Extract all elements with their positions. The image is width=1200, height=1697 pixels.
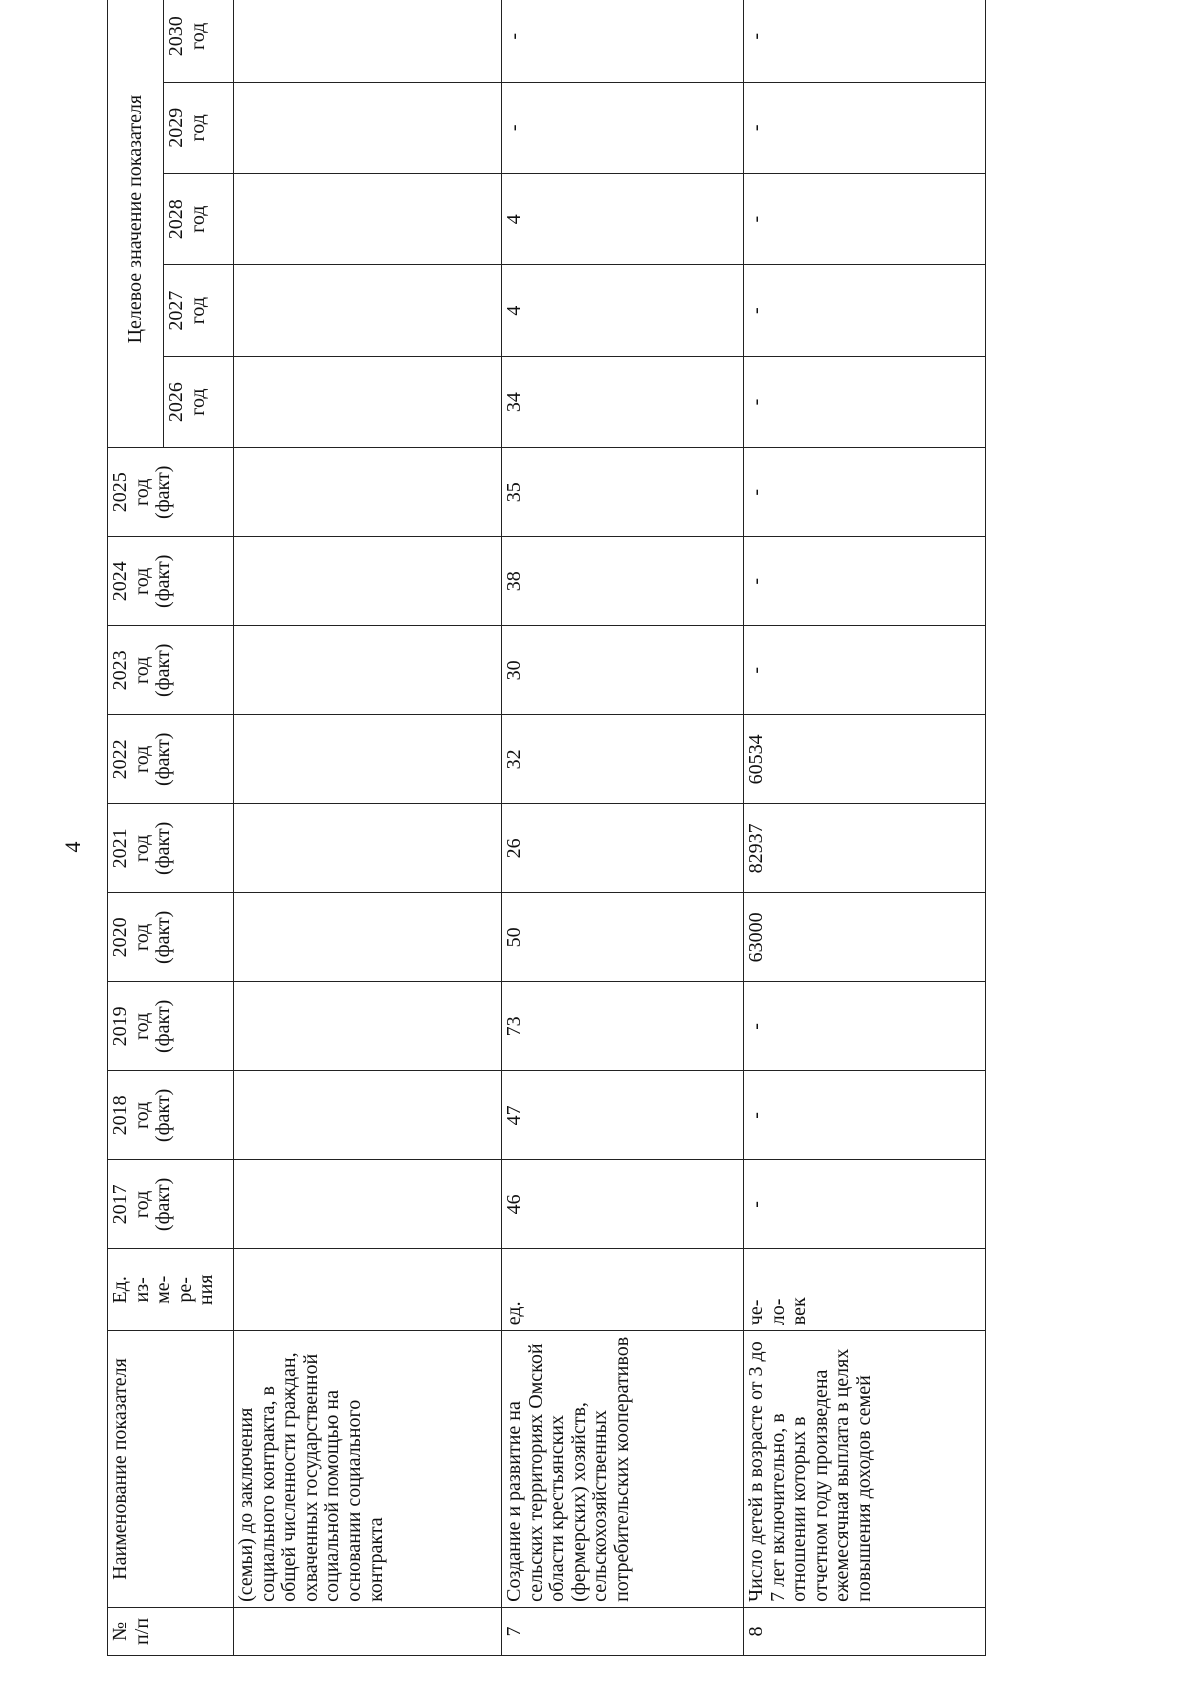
value-cell [234, 265, 502, 356]
value-cell: 26 [502, 804, 744, 893]
header-unit-part: ре- [173, 1277, 196, 1303]
value-cell: 32 [502, 715, 744, 804]
value-cell [234, 893, 502, 982]
value-cell: - [744, 1071, 986, 1160]
table-row [744, 0, 986, 1656]
header-year-number: 2028 [165, 199, 187, 240]
header-year-fact: (факт) [152, 910, 175, 965]
value-cell: - [744, 0, 986, 82]
value-cell: 82937 [744, 804, 986, 893]
row-unit [234, 1249, 502, 1331]
header-unit-part: ния [195, 1274, 218, 1306]
page-number: 4 [60, 841, 85, 853]
header-year-number: 2024 [109, 561, 131, 602]
header-year-word: год [130, 834, 153, 862]
row-index: 7 [502, 1607, 744, 1655]
value-cell: - [744, 537, 986, 626]
header-year-word: год [130, 1012, 153, 1041]
header-target-2026 [164, 356, 234, 447]
header-index: № п/п [108, 1607, 234, 1655]
header-year-fact: (факт) [152, 554, 175, 608]
table-row [234, 0, 502, 1656]
header-year-word: год [186, 296, 209, 325]
header-year-number: 2030 [165, 16, 187, 57]
value-cell: - [744, 265, 986, 356]
value-cell: - [744, 982, 986, 1071]
row-index: 8 [744, 1607, 986, 1655]
header-year-2025 [108, 448, 234, 537]
value-cell: 46 [502, 1160, 744, 1249]
value-cell [234, 715, 502, 804]
header-year-fact: (факт) [152, 1088, 175, 1143]
header-target-2030 [164, 0, 234, 82]
row-unit-part: ло- [766, 1298, 789, 1326]
row-unit [744, 1249, 986, 1331]
header-year-fact: (факт) [152, 465, 175, 519]
header-year-number: 2021 [109, 828, 131, 869]
header-year-2021 [108, 804, 234, 893]
value-cell [234, 1071, 502, 1160]
header-name: Наименование показателя [108, 1331, 234, 1608]
value-cell [234, 1160, 502, 1249]
header-unit-part: Ед. [109, 1276, 131, 1304]
value-cell: 50 [502, 893, 744, 982]
row-unit-part: ед. [503, 1301, 525, 1326]
header-year-fact: (факт) [152, 999, 175, 1054]
header-year-fact: (факт) [152, 643, 175, 697]
value-cell [234, 804, 502, 893]
header-target-group: Целевое значение показателя [108, 0, 164, 448]
header-unit-part: из- [130, 1277, 153, 1303]
header-year-number: 2026 [165, 382, 187, 423]
row-unit-part: век [788, 1297, 811, 1326]
header-year-word: год [186, 114, 209, 142]
value-cell [234, 982, 502, 1071]
value-cell: - [744, 448, 986, 537]
header-year-word: год [130, 745, 153, 773]
row-unit [502, 1249, 744, 1331]
header-year-number: 2019 [109, 1006, 131, 1047]
value-cell: - [744, 82, 986, 173]
header-year-number: 2027 [165, 290, 187, 331]
header-year-2023 [108, 626, 234, 715]
header-year-word: год [130, 656, 153, 684]
value-cell: 73 [502, 982, 744, 1071]
value-cell [234, 537, 502, 626]
header-year-2020 [108, 893, 234, 982]
value-cell: - [744, 174, 986, 265]
header-year-number: 2025 [109, 472, 131, 513]
header-target-2029 [164, 82, 234, 173]
header-year-number: 2018 [109, 1095, 131, 1136]
row-name: (семьи) до заключения социального контракта, в общей численности граждан, охваченных государственной социальной помощью на основании социального контракта [234, 1331, 502, 1608]
header-year-fact: (факт) [152, 732, 175, 786]
header-year-word: год [130, 1190, 153, 1219]
header-year-2019 [108, 982, 234, 1071]
row-index [234, 1607, 502, 1655]
header-year-2018 [108, 1071, 234, 1160]
value-cell [234, 82, 502, 173]
header-year-word: год [186, 388, 209, 416]
value-cell: 47 [502, 1071, 744, 1160]
header-target-2028 [164, 174, 234, 265]
header-year-word: год [186, 205, 209, 233]
header-year-2024 [108, 537, 234, 626]
table-row [502, 0, 744, 1656]
value-cell: 60534 [744, 715, 986, 804]
row-unit-part: че- [745, 1299, 767, 1326]
header-year-number: 2029 [165, 107, 187, 148]
header-year-2017 [108, 1160, 234, 1249]
header-year-word: год [130, 567, 153, 595]
value-cell: 30 [502, 626, 744, 715]
header-target-2027 [164, 265, 234, 356]
value-cell: 4 [502, 174, 744, 265]
value-cell: - [502, 82, 744, 173]
header-year-2022 [108, 715, 234, 804]
value-cell [234, 356, 502, 447]
header-unit [108, 1249, 234, 1331]
header-year-word: год [186, 22, 209, 50]
header-year-word: год [130, 1101, 153, 1130]
value-cell [234, 0, 502, 82]
value-cell: - [744, 356, 986, 447]
value-cell [234, 448, 502, 537]
value-cell [234, 626, 502, 715]
indicators-table [107, 0, 986, 1656]
value-cell: 34 [502, 356, 744, 447]
header-year-number: 2017 [109, 1184, 131, 1225]
value-cell: - [502, 0, 744, 82]
header-year-number: 2020 [109, 917, 131, 958]
header-year-number: 2023 [109, 650, 131, 691]
value-cell [234, 174, 502, 265]
value-cell: - [744, 626, 986, 715]
row-name: Создание и развитие на сельских территориях Омской области крестьянских (фермерских) хозяйств, сельскохозяйственных потребительских кооперативов [502, 1331, 744, 1608]
value-cell: 38 [502, 537, 744, 626]
value-cell: 4 [502, 265, 744, 356]
header-year-word: год [130, 478, 153, 506]
header-year-fact: (факт) [152, 821, 175, 876]
rotated-page-content [107, 0, 987, 1656]
value-cell: 63000 [744, 893, 986, 982]
header-unit-part: ме- [152, 1275, 175, 1304]
header-year-number: 2022 [109, 739, 131, 780]
value-cell: - [744, 1160, 986, 1249]
header-year-fact: (факт) [152, 1177, 175, 1232]
row-name: Число детей в возрасте от 3 до 7 лет включительно, в отношении которых в отчетном году произведена ежемесячная выплата в целях повышения доходов семей [744, 1331, 986, 1608]
value-cell: 35 [502, 448, 744, 537]
header-year-word: год [130, 923, 153, 952]
